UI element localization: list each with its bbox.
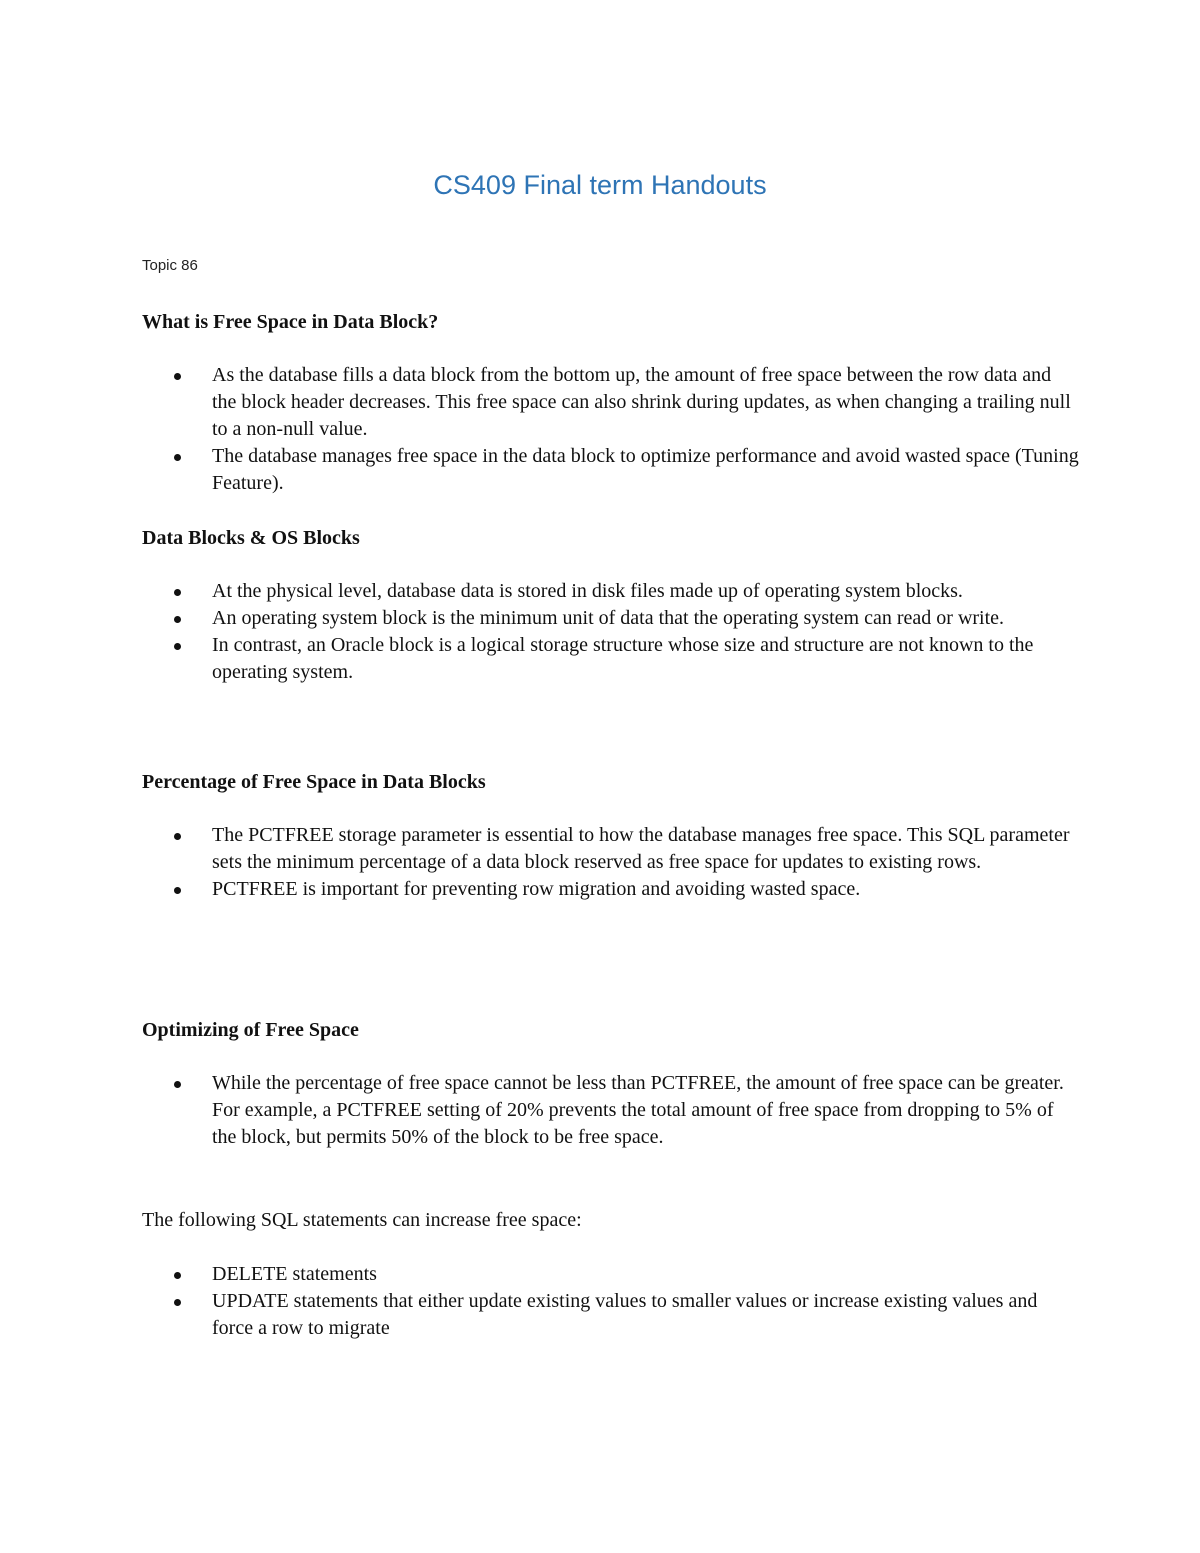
list-item: PCTFREE is important for preventing row migration and avoiding wasted space.	[0, 876, 1200, 903]
body-paragraph: The following SQL statements can increase free space:	[142, 1209, 582, 1231]
list-item: In contrast, an Oracle block is a logical storage structure whose size and structure are not known to the operating system.	[0, 632, 1200, 686]
section-heading: Data Blocks & OS Blocks	[142, 527, 360, 549]
bullet-icon	[174, 833, 181, 840]
bullet-icon	[174, 616, 181, 623]
list-item: UPDATE statements that either update existing values to smaller values or increase existing values and force a row to migrate	[0, 1288, 1200, 1342]
bullet-icon	[174, 1299, 181, 1306]
bullet-icon	[174, 887, 181, 894]
section-heading: What is Free Space in Data Block?	[142, 311, 439, 333]
bullet-list	[0, 362, 1200, 497]
list-item: As the database fills a data block from the bottom up, the amount of free space between the row data and the block header decreases. This free space can also shrink during updates, as when changing a trailing null to a non-null value.	[0, 362, 1200, 443]
bullet-icon	[174, 1081, 181, 1088]
list-item: An operating system block is the minimum unit of data that the operating system can read or write.	[0, 605, 1200, 632]
section-heading: Percentage of Free Space in Data Blocks	[142, 771, 486, 793]
bullet-list	[0, 822, 1200, 903]
bullet-icon	[174, 589, 181, 596]
bullet-list	[0, 578, 1200, 686]
list-item: The PCTFREE storage parameter is essential to how the database manages free space. This SQL parameter sets the minimum percentage of a data block reserved as free space for updates to existing rows.	[0, 822, 1200, 876]
list-item: While the percentage of free space cannot be less than PCTFREE, the amount of free space can be greater. For example, a PCTFREE setting of 20% prevents the total amount of free space from dropping to 5% of the block, but permits 50% of the block to be free space.	[0, 1070, 1200, 1151]
bullet-icon	[174, 454, 181, 461]
section-heading: Optimizing of Free Space	[142, 1019, 359, 1041]
bullet-icon	[174, 373, 181, 380]
document-title: CS409 Final term Handouts	[433, 170, 767, 200]
bullet-list	[0, 1261, 1200, 1342]
bullet-icon	[174, 643, 181, 650]
topic-label: Topic 86	[142, 257, 198, 274]
list-item: DELETE statements	[0, 1261, 1200, 1288]
bullet-list	[0, 1070, 1200, 1151]
bullet-icon	[174, 1272, 181, 1279]
list-item: At the physical level, database data is stored in disk files made up of operating system blocks.	[0, 578, 1200, 605]
list-item: The database manages free space in the data block to optimize performance and avoid wasted space (Tuning Feature).	[0, 443, 1200, 497]
